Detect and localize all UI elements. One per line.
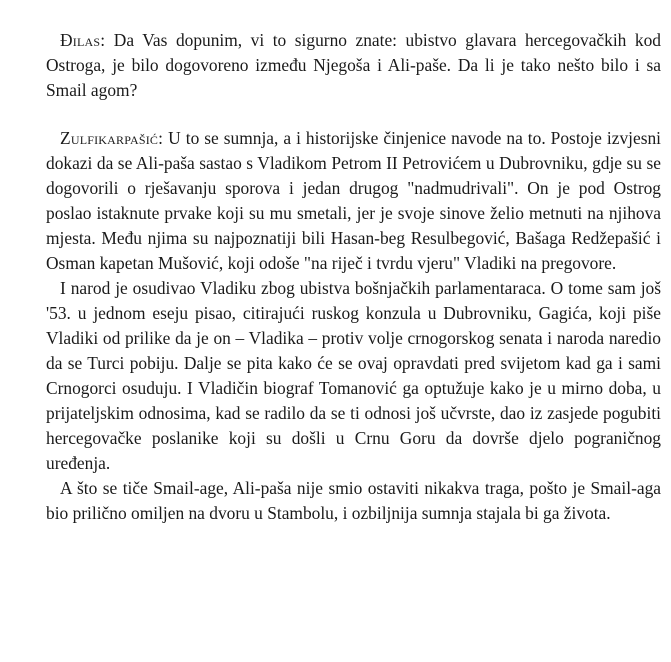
speaker-name: Zulfikarpašić:: [60, 128, 164, 148]
paragraph-text: Da Vas dopunim, vi to sigurno znate: ubistvo glavara hercegovačkih kod Ostroga, je bilo dogovoreno između Njegoša i Ali-paše. Da li je tako nešto bilo i sa Smail agom?: [46, 30, 661, 100]
question-paragraph: [46, 28, 661, 103]
body-paragraph: A što se tiče Smail-age, Ali-paša nije smio ostaviti nikakva traga, pošto je Smail-aga bio prilično omiljen na dvoru u Stambolu, i ozbiljnija sumnja stajala bi ga života.: [46, 478, 661, 523]
answer-paragraph: [46, 126, 661, 276]
paragraph-spacer: [46, 103, 661, 126]
paragraph-text: U to se sumnja, a i historijske činjenice navode na to. Postoje izvjesni dokazi da se Ali-paša sastao s Vladikom Petrom II Petrovićem u Dubrovniku, gdje su se dogovorili o rješavanju sporova i jedan drugog "nadmudrivali". On je pod Ostrog poslao istaknute prvake koji su mu smetali, jer je svoje sinove želio metnuti na njihova mjesta. Među njima su najpoznatiji bili Hasan-beg Resulbegović, Bašaga Redžepašić i Osman kapetan Mušović, koji odoše "na riječ i tvrdu vjeru" Vladiki na pregovore.: [46, 128, 661, 273]
document-page: [46, 28, 661, 526]
speaker-name: Đilas:: [60, 30, 106, 50]
body-paragraph: I narod je osudivao Vladiku zbog ubistva bošnjačkih parlamentaraca. O tome sam još '53. u jednom eseju pisao, citirajući ruskog konzula u Dubrovniku, Gagića, koji piše Vladiki od prilike da je on – Vladika – protiv volje crnogorskog senata i naroda naredio da se Turci pobiju. Dalje se pita kako će se ovaj opravdati pred svijetom kad ga i sami Crnogorci osuduju. I Vladičin biograf Tomanović ga optužuje kako je u mirno doba, u prijateljskim odnosima, kad se radilo da se ti odnosi još učvrste, dao iz zasjede pogubiti hercegovačke poslanike koji su došli u Crnu Goru da dovrše djelo pograničnog uređenja.: [46, 278, 661, 473]
